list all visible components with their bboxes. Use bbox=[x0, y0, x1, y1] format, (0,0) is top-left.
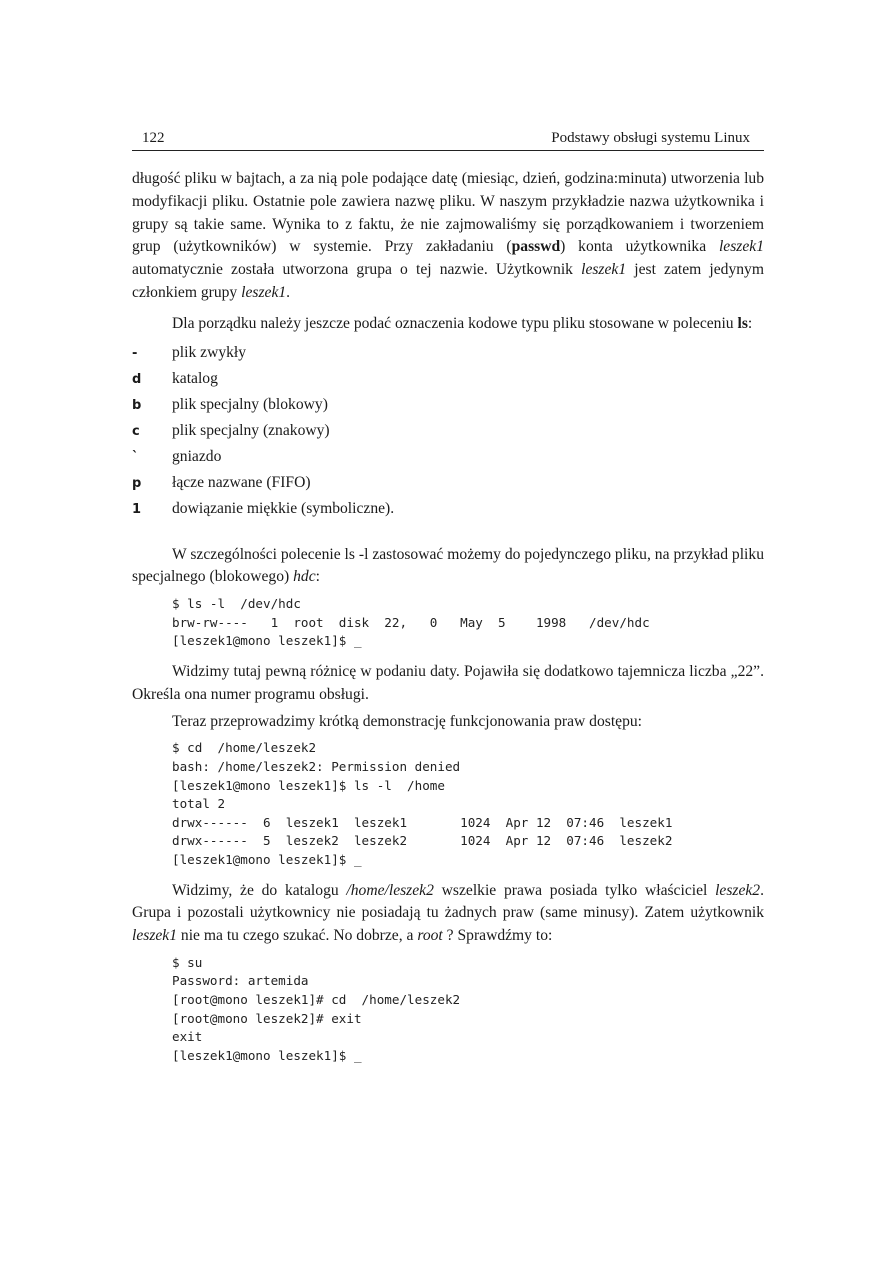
page-number: 122 bbox=[142, 130, 165, 146]
file-type-item bbox=[132, 422, 764, 448]
file-type-desc: katalog bbox=[172, 369, 218, 387]
paragraph-permissions-demo: Teraz przeprowadzimy krótką demonstrację funkcjonowania praw dostępu: bbox=[172, 712, 643, 730]
file-type-item bbox=[132, 396, 764, 422]
paragraph-owner-rights: Widzimy, że do katalogu /home/leszek2 wszelkie prawa posiada tylko właściciel leszek2. Grupa i pozostali użytkownicy nie posiadają tu żadnych praw (same minusy). Zatem użytkownik leszek1 nie ma tu czego szukać. No dobrze, a root ? Sprawdźmy to: bbox=[132, 881, 765, 945]
file-type-list bbox=[132, 344, 764, 526]
file-type-desc: łącze nazwane (FIFO) bbox=[172, 473, 311, 491]
file-type-code: b bbox=[132, 397, 142, 413]
running-title: Podstawy obsługi systemu Linux bbox=[551, 130, 750, 146]
file-type-code: p bbox=[132, 475, 142, 491]
running-header bbox=[132, 128, 764, 151]
paragraph-ls-single-file: W szczególności polecenie ls -l zastosować możemy do pojedynczego pliku, na przykład pliku specjalnego (blokowego) hdc: bbox=[132, 545, 764, 586]
file-type-desc: plik specjalny (znakowy) bbox=[172, 421, 330, 439]
file-type-desc: plik specjalny (blokowy) bbox=[172, 395, 328, 413]
file-type-desc: dowiązanie miękkie (symboliczne). bbox=[172, 499, 395, 517]
code-listing-ls-hdc: $ ls -l /dev/hdc brw-rw---- 1 root disk 22, 0 May 5 1998 /dev/hdc [leszek1@mono leszek1]$ _ bbox=[172, 596, 650, 649]
file-type-item bbox=[132, 344, 764, 370]
file-type-item bbox=[132, 474, 764, 500]
file-type-code: 1 bbox=[132, 501, 142, 517]
paragraph-type-codes-intro: Dla porządku należy jeszcze podać oznaczenia kodowe typu pliku stosowane w poleceniu ls: bbox=[172, 314, 753, 332]
file-type-item bbox=[132, 370, 764, 396]
file-type-desc: gniazdo bbox=[172, 447, 222, 465]
file-type-item bbox=[132, 448, 764, 474]
file-type-code: - bbox=[132, 345, 138, 361]
file-type-code: d bbox=[132, 371, 142, 387]
paragraph-file-length: długość pliku w bajtach, a za nią pole podające datę (miesiąc, dzień, godzina:minuta) utworzenia lub modyfikacji pliku. Ostatnie pole zawiera nazwę pliku. W naszym przykładzie nazwa użytkownika i grupy są takie same. Wynika to z faktu, że nie zajmowaliśmy się porządkowaniem i tworzeniem grup (użytkowników) w systemie. Przy zakładaniu (passwd) konta użytkownika leszek1 automatycznie została utworzona grupa o tej nazwie. Użytkownik leszek1 jest zatem jedynym członkiem grupy leszek1. bbox=[132, 170, 764, 301]
code-listing-su-root: $ su Password: artemida [root@mono leszek1]# cd /home/leszek2 [root@mono leszek2]# exit exit [leszek1@mono leszek1]$ _ bbox=[172, 954, 461, 1063]
file-type-item bbox=[132, 500, 764, 526]
file-type-code: c bbox=[132, 423, 140, 439]
file-type-code: ` bbox=[132, 449, 139, 465]
page-body bbox=[132, 168, 764, 1075]
file-type-desc: plik zwykły bbox=[172, 343, 247, 361]
code-listing-permissions: $ cd /home/leszek2 bash: /home/leszek2: Permission denied [leszek1@mono leszek1]$ ls -l /home total 2 drwx------ 6 leszek1 leszek1 1024 Apr 12 07:46 leszek1 drwx------ 5 leszek2 leszek2 1024 Apr 12 07:46 leszek2 [leszek1@mono leszek1]$ _ bbox=[172, 740, 673, 867]
paragraph-date-difference: Widzimy tutaj pewną różnicę w podaniu daty. Pojawiła się dodatkowo tajemnicza liczba „22”. Określa ona numer programu obsługi. bbox=[132, 662, 764, 703]
